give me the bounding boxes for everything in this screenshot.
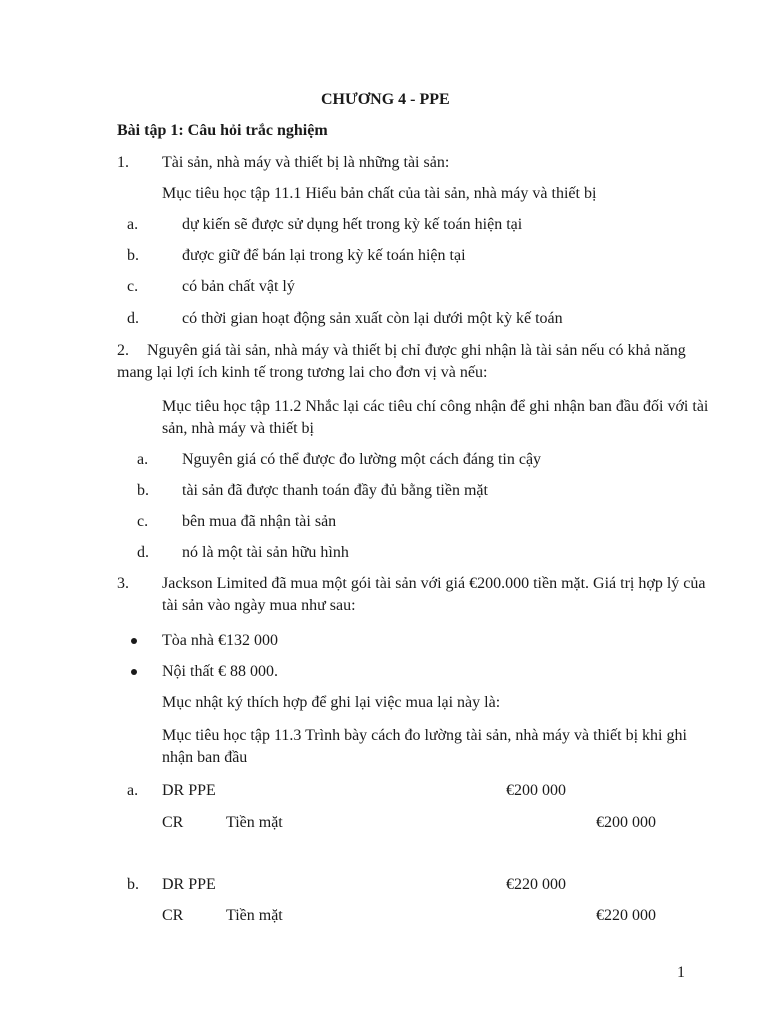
q2-option-text: tài sản đã được thanh toán đầy đủ bằng tiền mặt [182, 482, 488, 499]
q1-objective: Mục tiêu học tập 11.1 Hiểu bản chất của tài sản, nhà máy và thiết bị [162, 185, 597, 202]
q3-text-line1: Jackson Limited đã mua một gói tài sản với giá €200.000 tiền mặt. Giá trị hợp lý của [162, 575, 706, 592]
bullet-icon [131, 669, 137, 675]
q3-answer-dr: DR PPE [162, 782, 216, 799]
q3-answer-cr: CR [162, 907, 184, 924]
q2-option-label: b. [137, 482, 149, 499]
bullet-icon [131, 638, 137, 644]
q1-option-label: a. [127, 216, 139, 233]
q2-number: 2. [117, 342, 129, 359]
q2-text-line2: mang lại lợi ích kinh tế trong tương lai cho đơn vị và nếu: [117, 364, 488, 381]
q3-prompt: Mục nhật ký thích hợp để ghi lại việc mua lại này là: [162, 694, 501, 711]
q3-answer-dr: DR PPE [162, 876, 216, 893]
q1-option-text: dự kiến sẽ được sử dụng hết trong kỳ kế toán hiện tại [182, 216, 523, 233]
q1-number: 1. [117, 154, 129, 171]
q2-option-label: d. [137, 544, 149, 561]
q3-text-line2: tài sản vào ngày mua như sau: [162, 597, 356, 614]
q3-objective-line2: nhận ban đầu [162, 749, 248, 766]
page-number: 1 [677, 964, 685, 981]
q1-text: Tài sản, nhà máy và thiết bị là những tài sản: [162, 154, 450, 171]
q2-objective-line2: sản, nhà máy và thiết bị [162, 420, 314, 437]
q2-option-label: c. [137, 513, 149, 530]
q3-answer-dr-amount: €220 000 [506, 876, 566, 893]
q3-bullet-item: Tòa nhà €132 000 [162, 632, 278, 649]
q2-objective-line1: Mục tiêu học tập 11.2 Nhắc lại các tiêu chí công nhận để ghi nhận ban đầu đối với tài [162, 398, 709, 415]
q2-text-line1: Nguyên giá tài sản, nhà máy và thiết bị chỉ được ghi nhận là tài sản nếu có khả năng [147, 342, 686, 359]
q2-option-text: Nguyên giá có thể được đo lường một cách đáng tin cậy [182, 451, 542, 468]
q3-answer-cr-account: Tiền mặt [226, 907, 283, 924]
q1-option-text: có thời gian hoạt động sản xuất còn lại dưới một kỳ kế toán [182, 310, 563, 327]
q3-bullet-item: Nội thất € 88 000. [162, 663, 278, 680]
q3-number: 3. [117, 575, 129, 592]
q3-answer-label: a. [127, 782, 139, 799]
q2-option-text: bên mua đã nhận tài sản [182, 513, 337, 530]
q3-answer-label: b. [127, 876, 139, 893]
exercise-title: Bài tập 1: Câu hỏi trắc nghiệm [117, 122, 328, 139]
chapter-title: CHƯƠNG 4 - PPE [321, 91, 450, 108]
q2-option-label: a. [137, 451, 149, 468]
q1-option-label: d. [127, 310, 139, 327]
q2-option-text: nó là một tài sản hữu hình [182, 544, 349, 561]
q1-option-text: được giữ để bán lại trong kỳ kế toán hiện tại [182, 247, 466, 264]
q3-answer-cr-amount: €200 000 [596, 814, 656, 831]
q1-option-label: c. [127, 278, 139, 295]
q3-objective-line1: Mục tiêu học tập 11.3 Trình bày cách đo lường tài sản, nhà máy và thiết bị khi ghi [162, 727, 687, 744]
q3-answer-cr-amount: €220 000 [596, 907, 656, 924]
q3-answer-cr: CR [162, 814, 184, 831]
q3-answer-cr-account: Tiền mặt [226, 814, 283, 831]
q1-option-text: có bản chất vật lý [182, 278, 295, 295]
q3-answer-dr-amount: €200 000 [506, 782, 566, 799]
q1-option-label: b. [127, 247, 139, 264]
